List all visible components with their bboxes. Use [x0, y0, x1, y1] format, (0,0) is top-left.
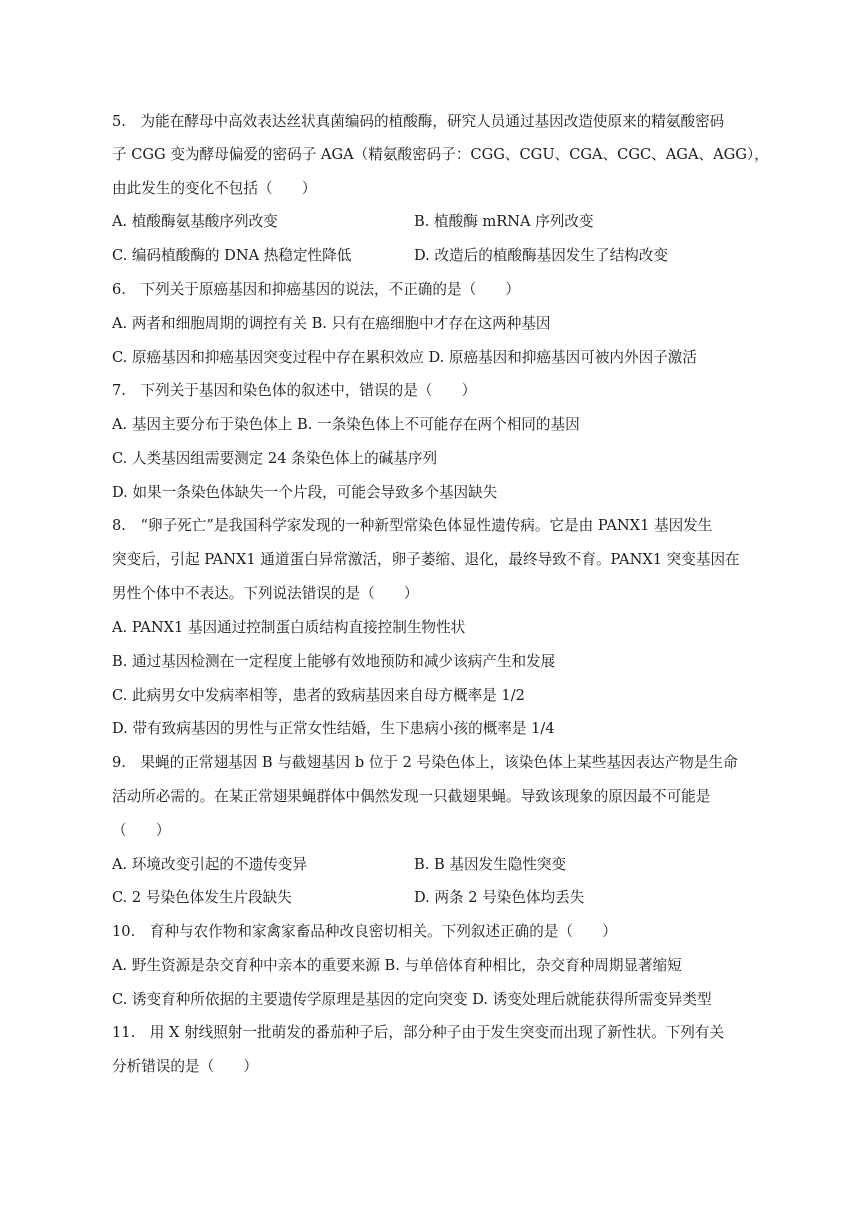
q8-option-row-1: A. PANX1 基因通过控制蛋白质结构直接控制生物性状 — [112, 619, 466, 636]
q10-option-row-1: A. 野生资源是杂交育种中亲本的重要来源 B. 与单倍体育种相比，杂交育种周期显著缩短 — [112, 957, 682, 974]
q8-stem-line-3: 男性个体中不表达。下列说法错误的是（ ） — [112, 585, 419, 602]
q5-option-d: D. 改造后的植酸酶基因发生了结构改变 — [414, 247, 668, 264]
q8-stem-line-2: 突变后，引起 PANX1 通道蛋白异常激活，卵子萎缩、退化，最终导致不育。PANX1 突变基因在 — [112, 551, 740, 568]
q8-option-row-2: B. 通过基因检测在一定程度上能够有效地预防和减少该病产生和发展 — [112, 653, 556, 670]
q11-stem-line-2: 分析错误的是（ ） — [112, 1058, 258, 1075]
q10-option-row-2: C. 诱变育种所依据的主要遗传学原理是基因的定向突变 D. 诱变处理后就能获得所需变异类型 — [112, 991, 712, 1008]
q5-option-row-2 — [112, 246, 752, 266]
q11-stem-line-1: 11. 用 X 射线照射一批萌发的番茄种子后，部分种子由于发生突变而出现了新性状。下列有关 — [112, 1024, 725, 1041]
q9-stem-line-1: 9. 果蝇的正常翅基因 B 与截翅基因 b 位于 2 号染色体上，该染色体上某些基因表达产物是生命 — [112, 754, 738, 771]
q9-option-row-1 — [112, 855, 752, 875]
q9-stem-line-3: （ ） — [112, 822, 171, 839]
q9-option-b: B. B 基因发生隐性突变 — [414, 856, 567, 873]
q9-option-d: D. 两条 2 号染色体均丢失 — [414, 889, 585, 906]
q8-option-row-3: C. 此病男女中发病率相等，患者的致病基因来自母方概率是 1/2 — [112, 687, 525, 704]
q9-option-a: A. 环境改变引起的不遗传变异 — [112, 856, 307, 873]
q5-stem-line-1: 5. 为能在酵母中高效表达丝状真菌编码的植酸酶，研究人员通过基因改造使原来的精氨酸密码 — [112, 113, 725, 130]
q5-option-b: B. 植酸酶 mRNA 序列改变 — [414, 213, 594, 230]
q6-option-row-2: C. 原癌基因和抑癌基因突变过程中存在累积效应 D. 原癌基因和抑癌基因可被内外因子激活 — [112, 349, 697, 366]
q5-option-a: A. 植酸酶氨基酸序列改变 — [112, 213, 278, 230]
q8-stem-line-1: 8. “卵子死亡”是我国科学家发现的一种新型常染色体显性遗传病。它是由 PANX1 基因发生 — [112, 517, 713, 534]
q9-option-c: C. 2 号染色体发生片段缺失 — [112, 889, 292, 906]
q7-stem-line-1: 7. 下列关于基因和染色体的叙述中，错误的是（ ） — [112, 382, 477, 399]
q7-option-row-2: C. 人类基因组需要测定 24 条染色体上的碱基序列 — [112, 450, 438, 467]
q9-stem-line-2: 活动所必需的。在某正常翅果蝇群体中偶然发现一只截翅果蝇。导致该现象的原因最不可能是 — [112, 788, 711, 805]
q7-option-row-3: D. 如果一条染色体缺失一个片段，可能会导致多个基因缺失 — [112, 484, 498, 501]
q5-stem-line-3: 由此发生的变化不包括（ ） — [112, 180, 317, 197]
q8-option-row-4: D. 带有致病基因的男性与正常女性结婚，生下患病小孩的概率是 1/4 — [112, 720, 555, 737]
q6-option-row-1: A. 两者和细胞周期的调控有关 B. 只有在癌细胞中才存在这两种基因 — [112, 315, 551, 332]
q5-option-row-1 — [112, 212, 752, 232]
q6-stem-line-1: 6. 下列关于原癌基因和抑癌基因的说法，不正确的是（ ） — [112, 281, 520, 298]
q7-option-row-1: A. 基因主要分布于染色体上 B. 一条染色体上不可能存在两个相同的基因 — [112, 416, 580, 433]
q5-option-c: C. 编码植酸酶的 DNA 热稳定性降低 — [112, 247, 352, 264]
q9-option-row-2 — [112, 888, 752, 908]
q5-stem-line-2: 子 CGG 变为酵母偏爱的密码子 AGA（精氨酸密码子：CGG、CGU、CGA、CGC、AGA、AGG）， — [112, 146, 769, 163]
q10-stem-line-1: 10. 育种与农作物和家禽家畜品种改良密切相关。下列叙述正确的是（ ） — [112, 923, 617, 940]
